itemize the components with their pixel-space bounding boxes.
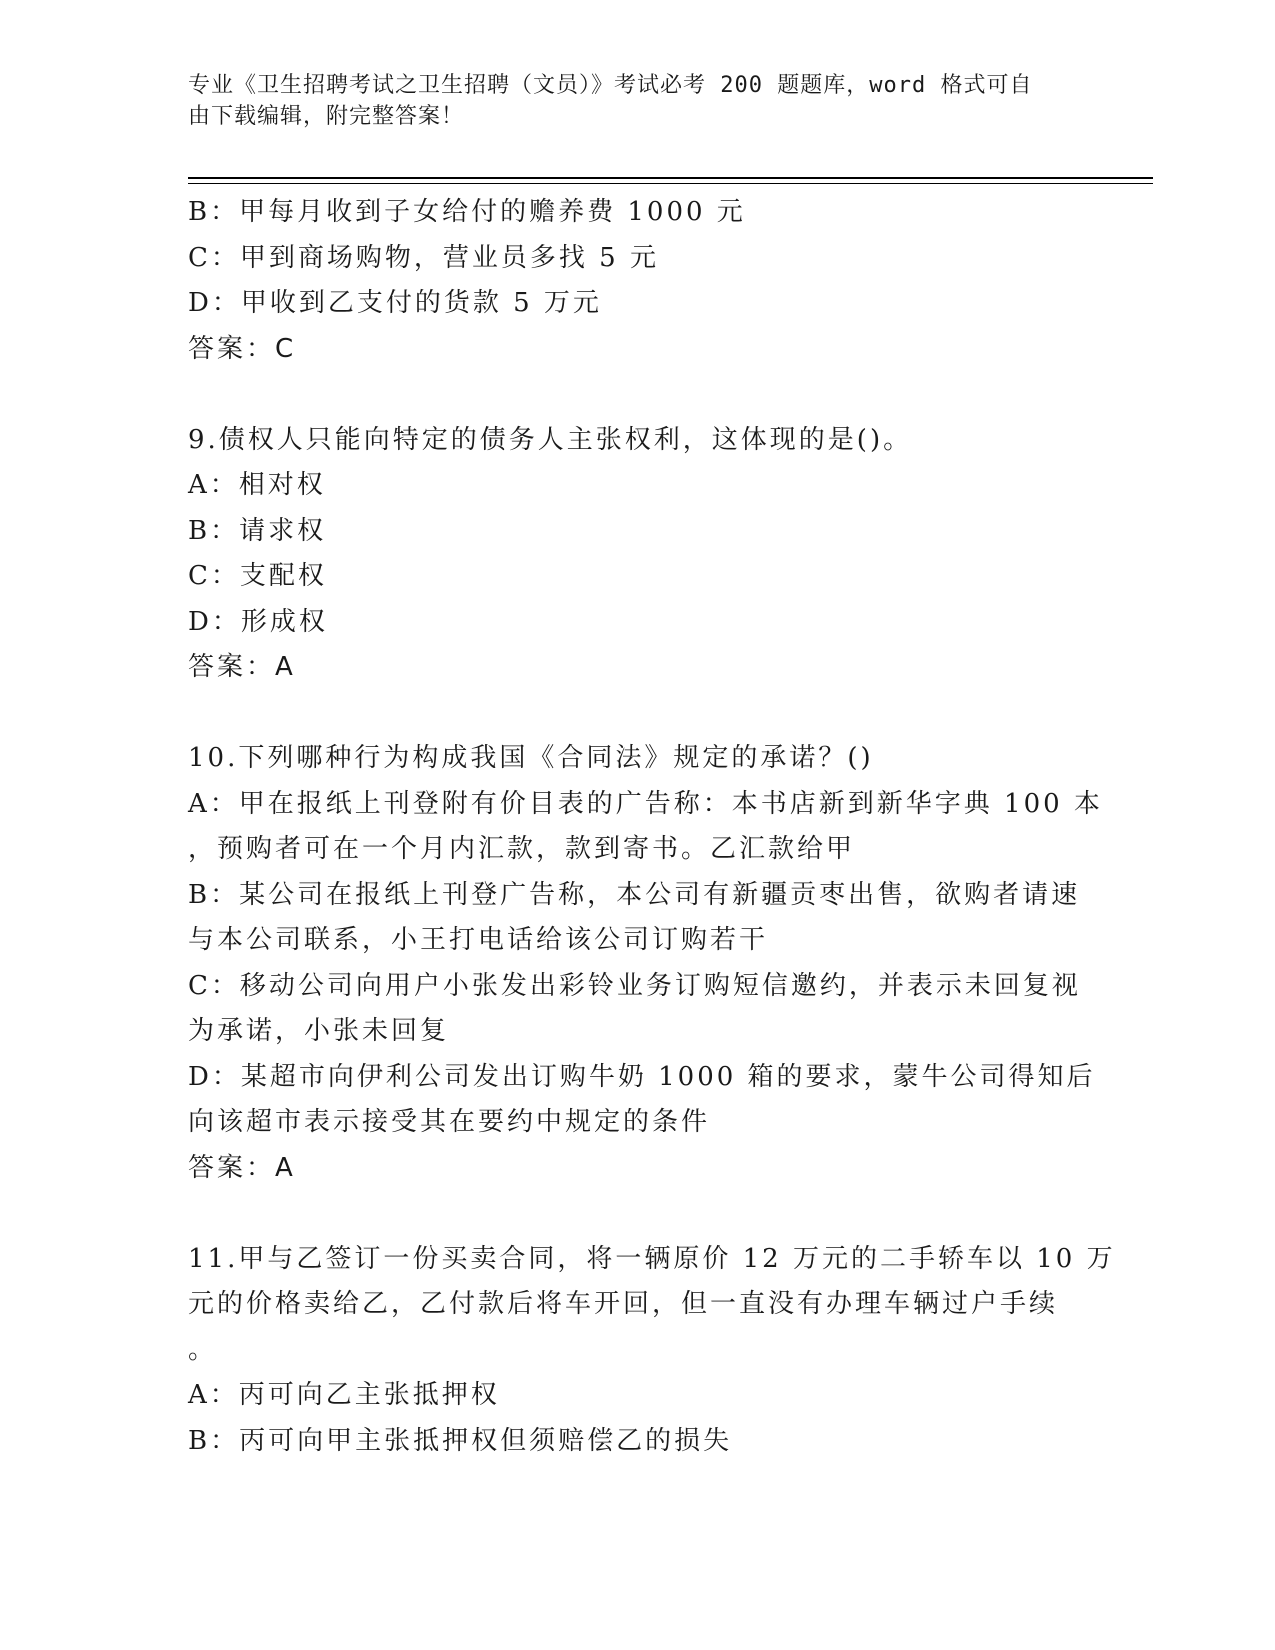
option-b: B：丙可向甲主张抵押权但须赔偿乙的损失 [188,1425,733,1456]
option-d: D：甲收到乙支付的货款 5 万元 [188,288,602,318]
option-a-line-2: ，预购者可在一个月内汇款，款到寄书。乙汇款给甲 [188,834,856,864]
option-a-line-1: A：甲在报纸上刊登附有价目表的广告称：本书店新到新华字典 100 本 [188,788,1103,819]
question-block-8 [188,190,1088,372]
document-header [188,70,1068,132]
option-c: C：支配权 [188,561,327,591]
option-a: A：相对权 [188,470,326,500]
spacer [188,372,1088,418]
question-block-9 [188,418,1088,691]
header-rule-thick [188,177,1153,179]
question-block-11 [188,1237,1116,1465]
option-c-line-2: 为承诺，小张未回复 [188,1016,450,1046]
question-text-line-1: 11.甲与乙签订一份买卖合同，将一辆原价 12 万元的二手轿车以 10 万 [188,1243,1116,1274]
spacer [188,1191,1088,1237]
option-d: D：形成权 [188,606,328,637]
option-b-line-2: 与本公司联系，小王打电话给该公司订购若干 [188,925,769,955]
header-rule-thin [188,183,1153,184]
option-d-line-2: 向该超市表示接受其在要约中规定的条件 [188,1107,711,1137]
option-a: A：丙可向乙主张抵押权 [188,1380,500,1410]
option-b: B：甲每月收到子女给付的赡养费 1000 元 [188,197,746,227]
question-block-10 [188,736,1103,1191]
document-body [188,190,1116,1464]
question-text-line-3: 。 [188,1334,218,1365]
option-d-line-1: D：某超市向伊利公司发出订购牛奶 1000 箱的要求，蒙牛公司得知后 [188,1061,1096,1092]
option-c-line-1: C：移动公司向用户小张发出彩铃业务订购短信邀约，并表示未回复视 [188,970,1081,1001]
answer-line: 答案：A [188,652,296,682]
answer-line: 答案：C [188,333,297,364]
option-c: C：甲到商场购物，营业员多找 5 元 [188,242,659,273]
question-text: 10.下列哪种行为构成我国《合同法》规定的承诺？() [188,743,874,773]
option-b-line-1: B：某公司在报纸上刊登广告称，本公司有新疆贡枣出售，欲购者请速 [188,879,1081,910]
answer-line: 答案：A [188,1152,296,1183]
option-b: B：请求权 [188,515,327,546]
question-text-line-2: 元的价格卖给乙，乙付款后将车开回，但一直没有办理车辆过户手续 [188,1289,1059,1319]
header-line-2: 由下载编辑，附完整答案！ [188,104,465,129]
spacer [188,691,1088,737]
question-text: 9.债权人只能向特定的债务人主张权利，这体现的是()。 [188,424,913,455]
header-line-1: 专业《卫生招聘考试之卫生招聘（文员）》考试必考 200 题题库，word 格式可自 [188,73,1033,98]
